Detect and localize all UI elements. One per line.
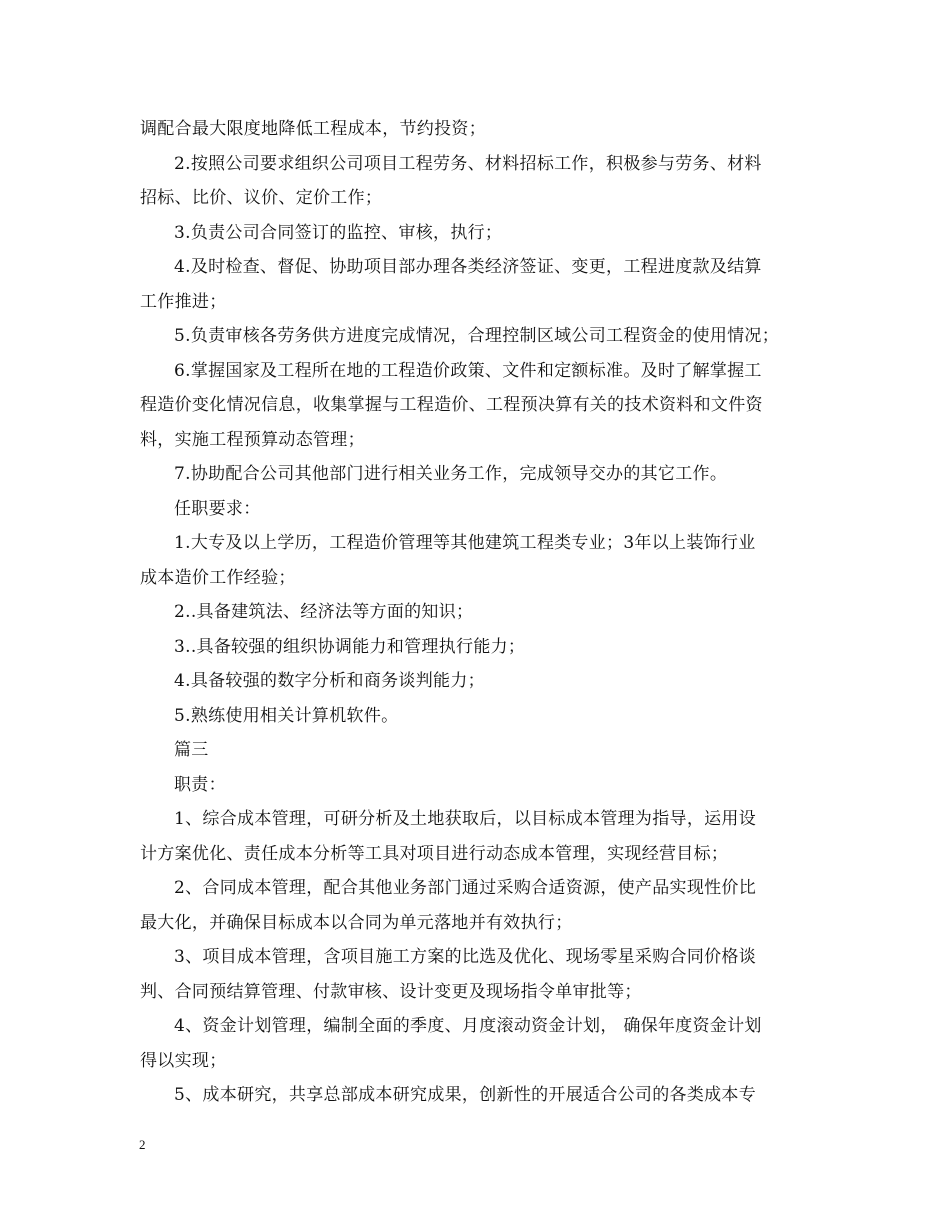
- document-body: [140, 112, 824, 1113]
- text-line: 4、资金计划管理，编制全面的季度、月度滚动资金计划， 确保年度资金计划: [174, 1016, 762, 1036]
- text-line: 2.按照公司要求组织公司项目工程劳务、材料招标工作，积极参与劳务、材料: [174, 153, 762, 174]
- text-line: 5.熟练使用相关计算机软件。: [174, 705, 399, 726]
- text-line: 招标、比价、议价、定价工作；: [140, 188, 383, 208]
- text-line: 篇三: [174, 740, 209, 760]
- text-line: 3、项目成本管理，含项目施工方案的比选及优化、现场零星采购合同价格谈: [174, 947, 757, 967]
- text-line: 成本造价工作经验；: [140, 567, 296, 588]
- text-line: 最大化，并确保目标成本以合同为单元落地并有效执行；: [140, 912, 573, 933]
- text-line: 1.大专及以上学历，工程造价管理等其他建筑工程类专业；3年以上装饰行业: [174, 533, 756, 553]
- text-line: 4.具备较强的数字分析和商务谈判能力；: [174, 671, 485, 691]
- page-number: 2: [139, 1137, 146, 1152]
- text-line: 7.协助配合公司其他部门进行相关业务工作，完成领导交办的其它工作。: [174, 464, 728, 484]
- text-line: 6.掌握国家及工程所在地的工程造价政策、文件和定额标准。及时了解掌握工: [174, 360, 762, 381]
- text-line: 5、成本研究，共享总部成本研究成果，创新性的开展适合公司的各类成本专: [174, 1085, 757, 1105]
- text-line: 3.负责公司合同签订的监控、审核，执行；: [174, 222, 503, 243]
- text-line: 职责：: [174, 774, 226, 795]
- text-line: 料，实施工程预算动态管理；: [140, 429, 365, 450]
- text-line: 3..具备较强的组织协调能力和管理执行能力；: [174, 636, 526, 657]
- text-line: 程造价变化情况信息，收集掌握与工程造价、工程预决算有关的技术资料和文件资: [140, 395, 763, 415]
- text-line: 5.负责审核各劳务供方进度完成情况，合理控制区域公司工程资金的使用情况；: [174, 326, 780, 346]
- text-line: 计方案优化、责任成本分析等工具对项目进行动态成本管理，实现经营目标；: [140, 843, 729, 864]
- text-line: 2..具备建筑法、经济法等方面的知识；: [174, 602, 474, 622]
- text-line: 得以实现；: [140, 1050, 227, 1071]
- text-line: 2、合同成本管理，配合其他业务部门通过采购合适资源，使产品实现性价比: [174, 878, 757, 898]
- text-line: 1、综合成本管理，可研分析及土地获取后，以目标成本管理为指导，运用设: [174, 809, 757, 829]
- text-line: 调配合最大限度地降低工程成本，节约投资；: [140, 119, 486, 139]
- text-line: 工作推进；: [140, 291, 227, 312]
- text-line: 任职要求：: [174, 498, 261, 519]
- text-line: 判、合同预结算管理、付款审核、设计变更及现场指令单审批等；: [140, 981, 642, 1002]
- text-line: 4.及时检查、督促、协助项目部办理各类经济签证、变更，工程进度款及结算: [174, 257, 762, 277]
